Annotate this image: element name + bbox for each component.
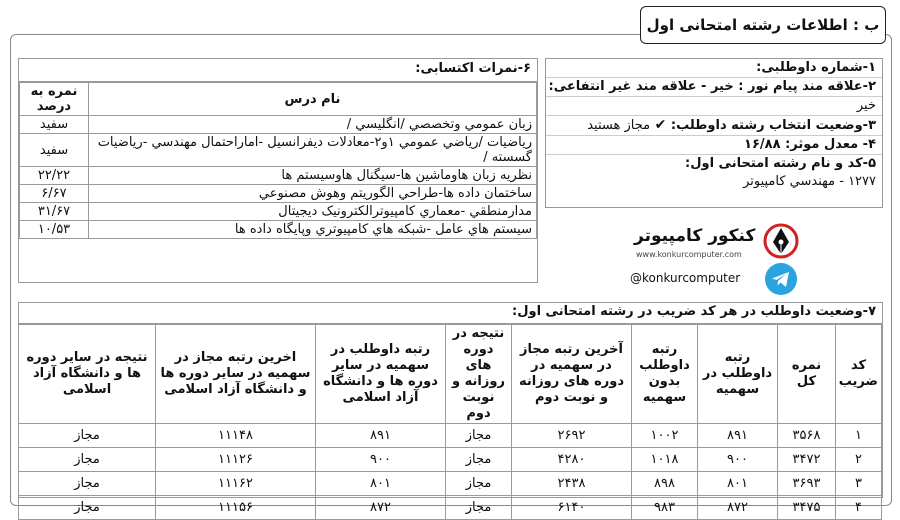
- field-code-label: ۵-کد و نام رشته امتحانی اول:: [685, 156, 876, 171]
- col-header: کد ضریب: [836, 325, 882, 424]
- course-name: رياضيات /رياضي عمومي ۱و۲-معادلات ديفرانسيل -اماراحتمال مهندسي -رياضيات گسسته /: [89, 134, 537, 167]
- grade-row: [20, 203, 537, 221]
- table-cell: مجاز: [19, 472, 156, 496]
- course-name: زبان عمومي وتخصصي /انگليسي /: [89, 116, 537, 134]
- selection-status-label: ۳-وضعیت انتخاب رشته داوطلب:: [670, 118, 876, 133]
- table-cell: ۴: [836, 496, 882, 520]
- col-header: رتبه داوطلب در سهمیه: [698, 325, 778, 424]
- course-score: ۲۲/۲۲: [20, 167, 89, 185]
- table-cell: مجاز: [19, 448, 156, 472]
- section-title: ب : اطلاعات رشته امتحانی اول: [640, 6, 886, 44]
- selection-status-line: [546, 116, 882, 136]
- table-cell: ۳۶۹۳: [778, 472, 836, 496]
- course-score: سفيد: [20, 134, 89, 167]
- table-cell: ۸۹۸: [632, 472, 698, 496]
- grade-row: [20, 185, 537, 203]
- grades-title: ۶-نمرات اکتسابی:: [19, 59, 537, 82]
- ranks-table: [18, 324, 882, 520]
- col-header: نتیجه در دوره های روزانه و نوبت دوم: [446, 325, 512, 424]
- table-cell: ۳: [836, 472, 882, 496]
- col-header: نمره کل: [778, 325, 836, 424]
- ranks-title: ۷-وضعیت داوطلب در هر کد ضریب در رشته امتحانی اول:: [19, 303, 882, 324]
- table-cell: ۹۰۰: [698, 448, 778, 472]
- table-cell: ۹۸۳: [632, 496, 698, 520]
- table-cell: ۸۷۲: [698, 496, 778, 520]
- pen-nib-logo-icon: [762, 222, 800, 260]
- table-cell: ۴۲۸۰: [512, 448, 632, 472]
- col-header: رتبه داوطلب بدون سهمیه: [632, 325, 698, 424]
- table-row: [19, 448, 882, 472]
- field-code-value: ۱۲۷۷ - مهندسي کامپيوتر: [743, 174, 876, 189]
- table-cell: ۱: [836, 424, 882, 448]
- course-name: مدارمنطقي -معماري کامپيوترالکترونيک ديجيتال: [89, 203, 537, 221]
- ranks-panel: [18, 302, 883, 515]
- col-header: آخرین رتبه مجاز در سهمیه در دوره های روزانه و نوبت دوم: [512, 325, 632, 424]
- table-cell: ۱۱۱۲۶: [156, 448, 316, 472]
- table-cell: ۳۴۷۵: [778, 496, 836, 520]
- brand-area: [630, 218, 805, 298]
- candidate-info-panel: [545, 58, 883, 208]
- brand-url: www.konkurcomputer.com: [636, 250, 742, 259]
- payame-noor-label: ۲-علاقه مند پیام نور :: [738, 79, 876, 94]
- grades-table: [19, 82, 537, 239]
- col-header: رتبه داوطلب در سهمیه در سایر دوره ها و دانشگاه آزاد اسلامی: [316, 325, 446, 424]
- grade-row: [20, 221, 537, 239]
- course-name: سيستم هاي عامل -شبکه هاي کامپيوتري وپايگاه داده ها: [89, 221, 537, 239]
- course-score: سفيد: [20, 116, 89, 134]
- non-profit-value: خیر: [546, 97, 882, 116]
- table-cell: ۸۹۱: [316, 424, 446, 448]
- selection-status-value: مجاز هستید: [587, 118, 651, 133]
- table-row: [19, 472, 882, 496]
- table-cell: ۱۰۱۸: [632, 448, 698, 472]
- telegram-handle[interactable]: @konkurcomputer: [630, 271, 741, 285]
- table-cell: مجاز: [446, 424, 512, 448]
- table-cell: ۲: [836, 448, 882, 472]
- score-header: نمره به درصد: [20, 83, 89, 116]
- effective-gpa-line: ۴- معدل موثر: ۱۶/۸۸: [546, 136, 882, 155]
- table-cell: ۱۱۱۴۸: [156, 424, 316, 448]
- grade-row: [20, 167, 537, 185]
- course-score: ۱۰/۵۳: [20, 221, 89, 239]
- table-cell: ۸۷۲: [316, 496, 446, 520]
- table-cell: ۱۰۰۲: [632, 424, 698, 448]
- grade-row: [20, 134, 537, 167]
- table-row: [19, 424, 882, 448]
- course-header: نام درس: [89, 83, 537, 116]
- table-cell: ۱۱۱۵۶: [156, 496, 316, 520]
- table-cell: ۲۶۹۲: [512, 424, 632, 448]
- course-score: ۳۱/۶۷: [20, 203, 89, 221]
- table-cell: ۸۹۱: [698, 424, 778, 448]
- table-cell: مجاز: [446, 448, 512, 472]
- table-cell: مجاز: [19, 424, 156, 448]
- table-cell: ۳۵۶۸: [778, 424, 836, 448]
- table-cell: مجاز: [446, 496, 512, 520]
- table-cell: ۱۱۱۶۲: [156, 472, 316, 496]
- grade-row: [20, 116, 537, 134]
- grades-panel: [18, 58, 538, 283]
- table-cell: مجاز: [19, 496, 156, 520]
- table-cell: ۸۰۱: [316, 472, 446, 496]
- check-icon: ✔: [654, 117, 667, 133]
- table-cell: ۸۰۱: [698, 472, 778, 496]
- table-cell: ۲۴۳۸: [512, 472, 632, 496]
- candidate-number-line: ۱-شماره داوطلبی:: [546, 59, 882, 78]
- table-cell: ۶۱۴۰: [512, 496, 632, 520]
- course-name: ساختمان داده ها-طراحي الگوريتم وهوش مصنوعي: [89, 185, 537, 203]
- payame-noor-line: [546, 78, 882, 97]
- table-cell: مجاز: [446, 472, 512, 496]
- table-cell: ۳۴۷۲: [778, 448, 836, 472]
- table-row: [19, 496, 882, 520]
- col-header: نتیجه در سایر دوره ها و دانشگاه آزاد اسلامی: [19, 325, 156, 424]
- telegram-icon[interactable]: [764, 262, 798, 296]
- course-score: ۶/۶۷: [20, 185, 89, 203]
- non-profit-label: خیر - علاقه مند غیر انتفاعی:: [548, 79, 734, 94]
- course-name: نظريه زبان هاوماشين ها-سيگنال هاوسيستم ها: [89, 167, 537, 185]
- col-header: اخرین رتبه مجاز در سهمیه در سایر دوره ها و دانشگاه آزاد اسلامی: [156, 325, 316, 424]
- brand-title: کنکور کامپیوتر: [634, 226, 756, 246]
- table-cell: ۹۰۰: [316, 448, 446, 472]
